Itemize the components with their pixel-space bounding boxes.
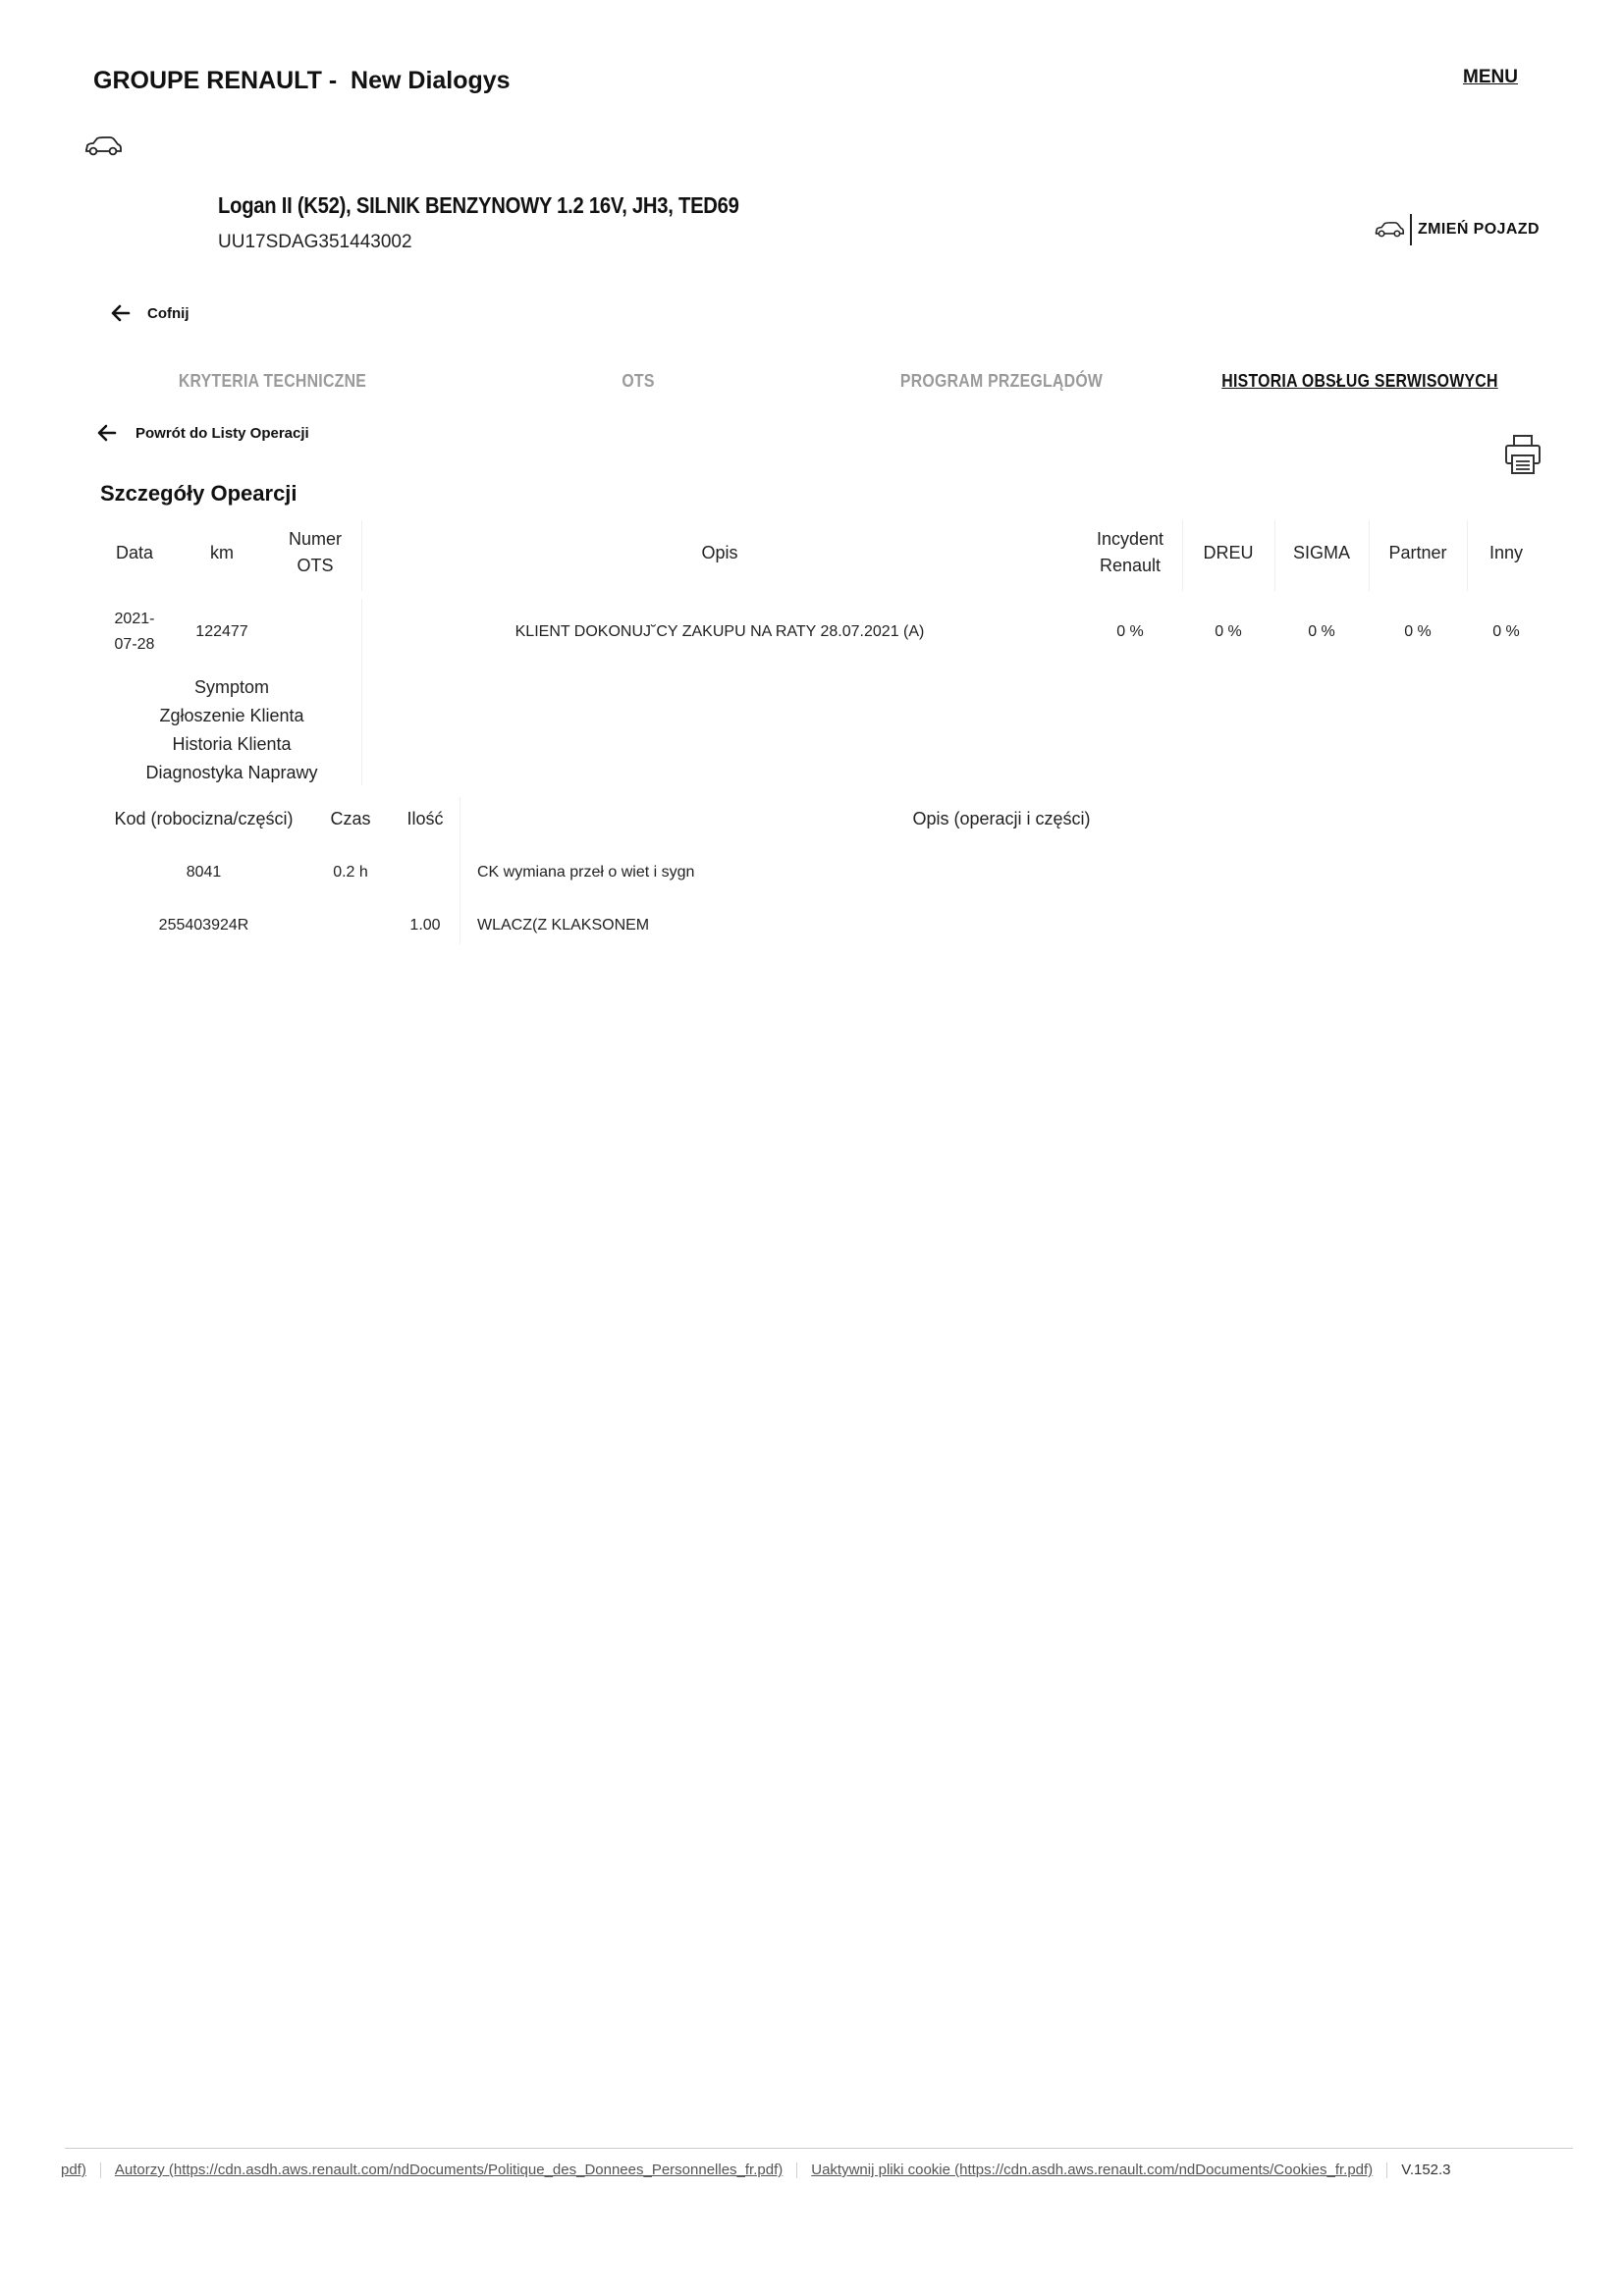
cell-description: KLIENT DOKONUJ˘CY ZAKUPU NA RATY 28.07.2021 (A) [514, 623, 925, 640]
col-header-description: Opis [701, 543, 738, 562]
menu-button[interactable]: MENU [1463, 67, 1518, 87]
back-label: Cofnij [147, 304, 189, 322]
part-description: WLACZ(Z KLAKSONEM [477, 917, 650, 934]
cell-km: 122477 [195, 623, 248, 640]
arrow-left-icon [110, 302, 132, 324]
footer-separator [100, 2163, 101, 2178]
cell-date-line2: 07-28 [114, 636, 155, 653]
back-button[interactable] [110, 302, 189, 324]
part-code: 8041 [186, 864, 222, 881]
app-title: GROUPE RENAULT - New Dialogys [93, 67, 511, 94]
cell-sigma: 0 % [1308, 623, 1335, 640]
cell-incident: 0 % [1116, 623, 1144, 640]
column-divider [1274, 520, 1275, 591]
col-header-other: Inny [1488, 543, 1524, 562]
col-header-km: km [210, 543, 234, 562]
cell-partner: 0 % [1404, 623, 1432, 640]
col-header-incident [1078, 526, 1182, 579]
col-header-code: Kod (robocizna/części) [114, 809, 294, 828]
section-customer-report: Zgłoszenie Klienta [159, 706, 304, 725]
col-header-time: Czas [330, 809, 371, 828]
column-divider [1369, 520, 1370, 591]
footer-link-truncated[interactable]: pdf) [61, 2162, 86, 2178]
change-vehicle-button[interactable] [1375, 214, 1540, 245]
cell-dreu: 0 % [1215, 623, 1242, 640]
col-header-incident-line2: Renault [1099, 556, 1162, 575]
column-divider [361, 599, 362, 785]
part-time: 0.2 h [333, 864, 368, 881]
vehicle-vin: UU17SDAG351443002 [218, 232, 412, 252]
part-quantity: 1.00 [409, 917, 441, 934]
tab-technical-criteria[interactable]: KRYTERIA TECHNICZNE [178, 371, 367, 391]
cell-date [102, 607, 167, 658]
column-divider [361, 520, 362, 591]
col-header-ots-number-line2: OTS [297, 556, 334, 575]
part-code: 255403924R [158, 917, 249, 934]
column-divider [1182, 520, 1183, 591]
footer-link-cookies[interactable]: Uaktywnij pliki cookie (https://cdn.asdh.aws.renault.com/ndDocuments/Cookies_fr.pdf) [811, 2162, 1374, 2178]
section-customer-history: Historia Klienta [172, 734, 292, 754]
car-icon [1375, 221, 1404, 239]
column-divider [1467, 520, 1468, 591]
section-title: Szczegóły Opearcji [100, 481, 298, 506]
back-to-list-label: Powrót do Listy Operacji [135, 424, 309, 442]
divider [1410, 214, 1412, 245]
cell-date-line1: 2021- [114, 611, 155, 627]
version-label: V.152.3 [1401, 2162, 1451, 2178]
footer-separator [1386, 2163, 1387, 2178]
vehicle-name: Logan II (K52), SILNIK BENZYNOWY 1.2 16V, JH3, TED69 [218, 192, 739, 218]
part-description: CK wymiana przeł o wiet i sygn [477, 864, 695, 881]
col-header-ots-number-line1: Numer [288, 529, 342, 549]
col-header-operation-description: Opis (operacji i części) [912, 809, 1091, 828]
back-to-list-button[interactable] [96, 422, 309, 444]
cell-other: 0 % [1492, 623, 1520, 640]
col-header-incident-line1: Incydent [1096, 529, 1164, 549]
tab-service-history[interactable]: HISTORIA OBSŁUG SERWISOWYCH [1221, 371, 1498, 391]
col-header-ots-number [271, 526, 359, 579]
col-header-dreu: DREU [1203, 543, 1254, 562]
change-vehicle-label: ZMIEŃ POJAZD [1418, 221, 1540, 238]
tab-ots[interactable]: OTS [622, 371, 655, 391]
arrow-left-icon [96, 422, 118, 444]
footer-separator [796, 2163, 797, 2178]
footer-link-authors[interactable]: Autorzy (https://cdn.asdh.aws.renault.com/ndDocuments/Politique_des_Donnees_Personnelles_fr.pdf) [114, 2162, 784, 2178]
col-header-date: Data [115, 543, 154, 562]
printer-icon[interactable] [1504, 434, 1542, 475]
footer [61, 2162, 1573, 2183]
col-header-quantity: Ilość [406, 809, 444, 828]
col-header-partner: Partner [1388, 543, 1447, 562]
section-symptom: Symptom [193, 677, 270, 697]
section-repair-diagnosis: Diagnostyka Naprawy [145, 763, 318, 782]
col-header-sigma: SIGMA [1292, 543, 1350, 562]
tab-maintenance-program[interactable]: PROGRAM PRZEGLĄDÓW [899, 371, 1104, 391]
footer-divider [65, 2148, 1573, 2149]
car-icon [84, 135, 122, 157]
